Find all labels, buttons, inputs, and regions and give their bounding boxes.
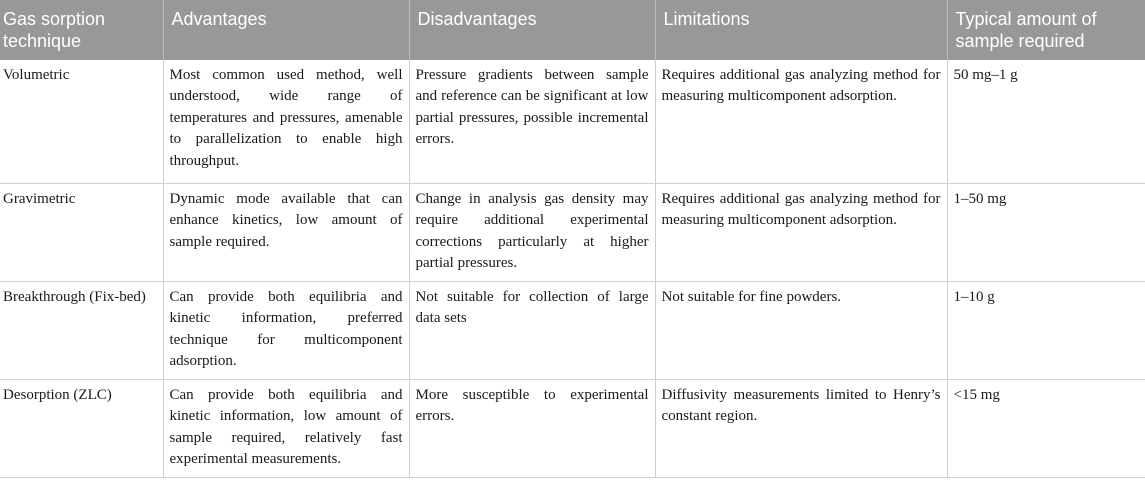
header-disadvantages: Disadvantages [409,0,655,60]
cell-advantages: Dynamic mode available that can enhance kinetics, low amount of sample required. [163,184,409,282]
cell-limitations: Not suitable for fine powders. [655,282,947,380]
table-row [0,380,1145,478]
cell-amount: 1–50 mg [947,184,1145,282]
cell-technique: Desorption (ZLC) [0,380,163,478]
cell-advantages: Can provide both equilibria and kinetic information, low amount of sample required, relatively fast experimental measurements. [163,380,409,478]
cell-limitations: Requires additional gas analyzing method for measuring multicomponent adsorption. [655,60,947,184]
cell-disadvantages: Change in analysis gas density may require additional experimental corrections particularly at higher partial pressures. [409,184,655,282]
table-row [0,282,1145,380]
table-row [0,184,1145,282]
header-advantages: Advantages [163,0,409,60]
header-technique: Gas sorption technique [0,0,163,60]
cell-disadvantages: More susceptible to experimental errors. [409,380,655,478]
cell-amount: 1–10 g [947,282,1145,380]
cell-amount: 50 mg–1 g [947,60,1145,184]
cell-limitations: Requires additional gas analyzing method for measuring multicomponent adsorption. [655,184,947,282]
cell-advantages: Can provide both equilibria and kinetic information, preferred technique for multicomponent adsorption. [163,282,409,380]
cell-limitations: Diffusivity measurements limited to Henry’s constant region. [655,380,947,478]
header-limitations: Limitations [655,0,947,60]
table-row [0,60,1145,184]
header-sample-amount: Typical amount of sample required [947,0,1145,60]
cell-disadvantages: Pressure gradients between sample and reference can be significant at low partial pressures, possible incremental errors. [409,60,655,184]
table-header-row [0,0,1145,60]
cell-amount: <15 mg [947,380,1145,478]
cell-technique: Volumetric [0,60,163,184]
cell-technique: Breakthrough (Fix-bed) [0,282,163,380]
cell-technique: Gravimetric [0,184,163,282]
cell-advantages: Most common used method, well understood, wide range of temperatures and pressures, amenable to parallelization to enable high throughput. [163,60,409,184]
cell-disadvantages: Not suitable for collection of large data sets [409,282,655,380]
